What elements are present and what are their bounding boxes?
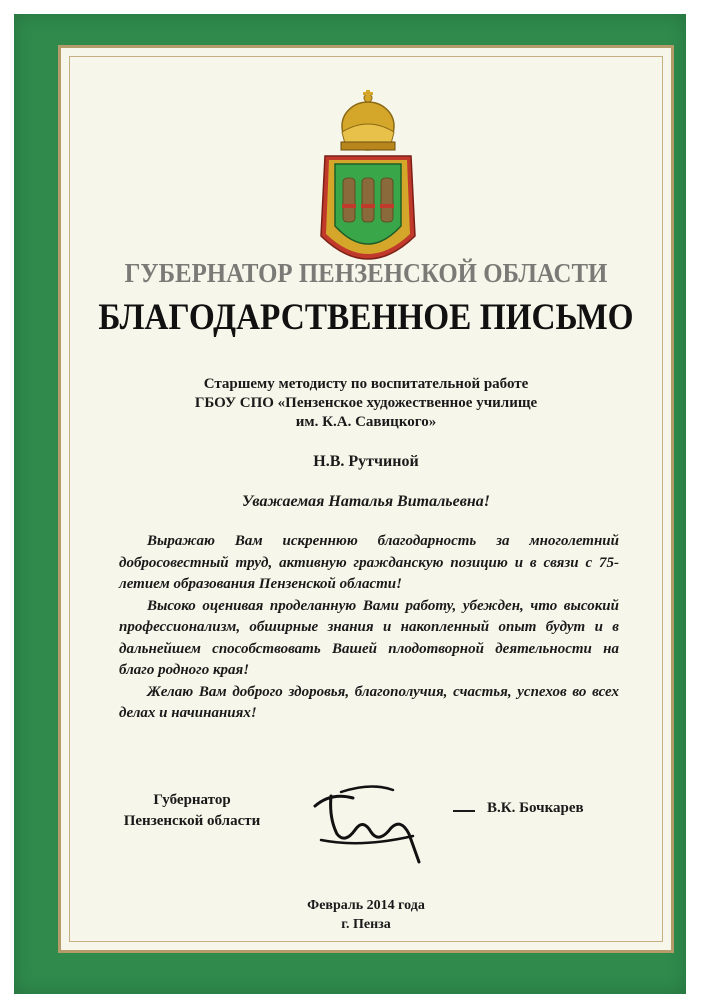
issue-date: Февраль 2014 года <box>307 898 425 913</box>
body-paragraph: Желаю Вам доброго здоровья, благополучия, счастья, успехов во всех делах и начинаниях! <box>119 683 619 721</box>
signature-dash <box>453 810 475 812</box>
body-paragraph: Высоко оценивая проделанную Вами работу, убежден, что высокий профессионализм, обширные знания и накопленный опыт будут и в дальнейшем способствовать Вашей плодотворной деятельности на благо родного края! <box>119 597 619 678</box>
issue-city: г. Пенза <box>341 917 391 932</box>
addressee-organization-cont: им. К.А. Савицкого» <box>295 414 437 430</box>
coat-of-arms-icon <box>311 86 425 276</box>
issuer-title: ГУБЕРНАТОР ПЕНЗЕНСКОЙ ОБЛАСТИ <box>124 258 608 288</box>
letter-body <box>119 531 619 725</box>
addressee-block <box>61 375 671 432</box>
signer-position-line: Губернатор <box>153 792 231 808</box>
document-title: БЛАГОДАРСТВЕННОЕ ПИСЬМО <box>98 297 634 338</box>
body-paragraph: Выражаю Вам искреннюю благодарность за многолетний добросовестный труд, активную гражданскую позицию и в связи с 75-летием образования Пензенской области! <box>119 533 619 592</box>
addressee-name: Н.В. Рутчиной <box>313 453 419 470</box>
letter-sheet <box>58 45 674 953</box>
signer-name: В.К. Бочкарев <box>487 800 584 816</box>
issue-date-place <box>61 896 671 934</box>
signer-position <box>107 790 277 832</box>
handwritten-signature <box>301 778 471 868</box>
addressee-organization: ГБОУ СПО «Пензенское художественное училище <box>194 395 538 411</box>
signer-position-line: Пензенской области <box>123 813 261 829</box>
greeting: Уважаемая Наталья Витальевна! <box>242 493 490 510</box>
addressee-position: Старшему методисту по воспитательной работе <box>203 376 529 392</box>
